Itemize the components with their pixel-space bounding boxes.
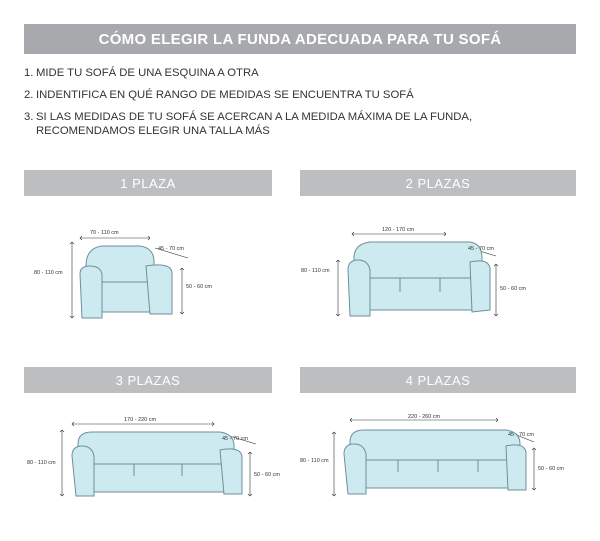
instruction-step (24, 66, 584, 80)
seat-label: 50 - 60 cm (500, 286, 526, 292)
height-label: 80 - 110 cm (301, 268, 330, 274)
sofa-diagram-4-plazas (298, 414, 564, 514)
section-header-4-plazas: 4 PLAZAS (300, 367, 576, 393)
height-label: 80 - 110 cm (300, 458, 329, 464)
width-label: 170 - 220 cm (124, 417, 157, 423)
seat-label: 50 - 60 cm (254, 472, 280, 478)
width-label: 220 - 260 cm (408, 414, 441, 420)
step-number: 1. (24, 67, 34, 79)
height-label: 80 - 110 cm (27, 460, 56, 466)
instruction-step (24, 110, 584, 138)
depth-label: 45 - 70 cm (508, 432, 534, 438)
step-text: MIDE TU SOFÁ DE UNA ESQUINA A OTRA (36, 67, 259, 79)
section-header-2-plazas: 2 PLAZAS (300, 170, 576, 196)
step-number: 2. (24, 89, 34, 101)
depth-label: 45 - 70 cm (158, 246, 184, 252)
depth-label: 45 - 70 cm (468, 246, 494, 252)
section-header-1-plaza: 1 PLAZA (24, 170, 272, 196)
sofa-diagram-1-plaza (30, 222, 230, 322)
step-number: 3. (24, 111, 34, 123)
instruction-step (24, 88, 584, 102)
sofa-diagram-2-plazas (300, 222, 550, 322)
depth-label: 45 - 70 cm (222, 436, 248, 442)
sofa-diagram-3-plazas (24, 414, 284, 514)
section-header-3-plazas: 3 PLAZAS (24, 367, 272, 393)
seat-label: 50 - 60 cm (186, 284, 212, 290)
step-text: SI LAS MEDIDAS DE TU SOFÁ SE ACERCAN A LA MEDIDA MÁXIMA DE LA FUNDA, RECOMENDAMOS ELEGIR UNA TALLA MÁS (36, 111, 473, 137)
page-title: CÓMO ELEGIR LA FUNDA ADECUADA PARA TU SOFÁ (24, 24, 576, 54)
width-label: 120 - 170 cm (382, 227, 415, 233)
seat-label: 50 - 60 cm (538, 466, 564, 472)
step-text: INDENTIFICA EN QUÉ RANGO DE MEDIDAS SE ENCUENTRA TU SOFÁ (36, 89, 414, 101)
height-label: 80 - 110 cm (34, 270, 63, 276)
instructions-list (24, 66, 584, 146)
width-label: 70 - 110 cm (90, 230, 119, 236)
